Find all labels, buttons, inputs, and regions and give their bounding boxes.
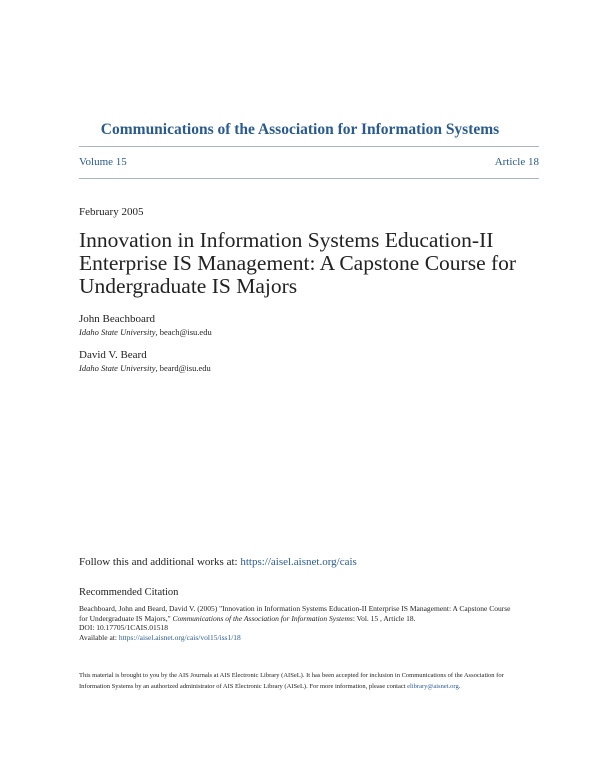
- bottom-divider: [79, 178, 539, 179]
- citation-body: [79, 604, 519, 642]
- journal-title[interactable]: Communications of the Association for Information Systems: [100, 121, 500, 138]
- article-title: Innovation in Information Systems Education-II Enterprise IS Management: A Capstone Course for Undergraduate IS Majors: [79, 228, 517, 298]
- author-affiliation: [79, 363, 211, 373]
- follow-line: [79, 556, 357, 568]
- institution: Idaho State University: [79, 327, 156, 337]
- citation-doi: DOI: 10.17705/1CAIS.01518: [79, 623, 168, 632]
- footer-end: .: [458, 682, 461, 690]
- footer-text: This material is brought to you by the AIS Journals at AIS Electronic Library (AISeL). It has been accepted for inclusion in Communications of the Association for Information Systems by an authorized administrator of AIS Electronic Library (AISeL). For more information, please contact: [79, 672, 504, 690]
- volume-link[interactable]: Volume 15: [79, 156, 127, 168]
- issue-line: [79, 156, 539, 168]
- top-divider: [79, 146, 539, 147]
- follow-text: Follow this and additional works at:: [79, 556, 241, 568]
- citation-heading: Recommended Citation: [79, 587, 179, 598]
- collection-link[interactable]: https://aisel.aisnet.org/cais: [240, 556, 357, 568]
- contact-email-link[interactable]: elibrary@aisnet.org: [407, 682, 459, 690]
- citation-text: Beachboard, John and Beard, David V. (2005) "Innovation in Information Systems Education-II Enterprise IS Management: A Capstone Course for Undergraduate IS Majors,": [79, 604, 511, 623]
- author-affiliation: [79, 327, 212, 337]
- citation-journal: Communications of the Association for Information Systems: [172, 613, 353, 623]
- author-name[interactable]: John Beachboard: [79, 313, 156, 325]
- article-link[interactable]: Article 18: [494, 156, 539, 168]
- institution: Idaho State University: [79, 363, 156, 373]
- author-email: , beach@isu.edu: [155, 327, 212, 337]
- publication-date: February 2005: [79, 206, 144, 218]
- citation-volume: : Vol. 15 , Article 18.: [352, 613, 416, 623]
- article-url-link[interactable]: https://aisel.aisnet.org/cais/vol15/iss1/18: [118, 632, 241, 642]
- author-name[interactable]: David V. Beard: [79, 349, 147, 361]
- author-email: , beard@isu.edu: [155, 363, 211, 373]
- available-label: Available at:: [79, 632, 119, 642]
- footer-notice: [79, 671, 524, 692]
